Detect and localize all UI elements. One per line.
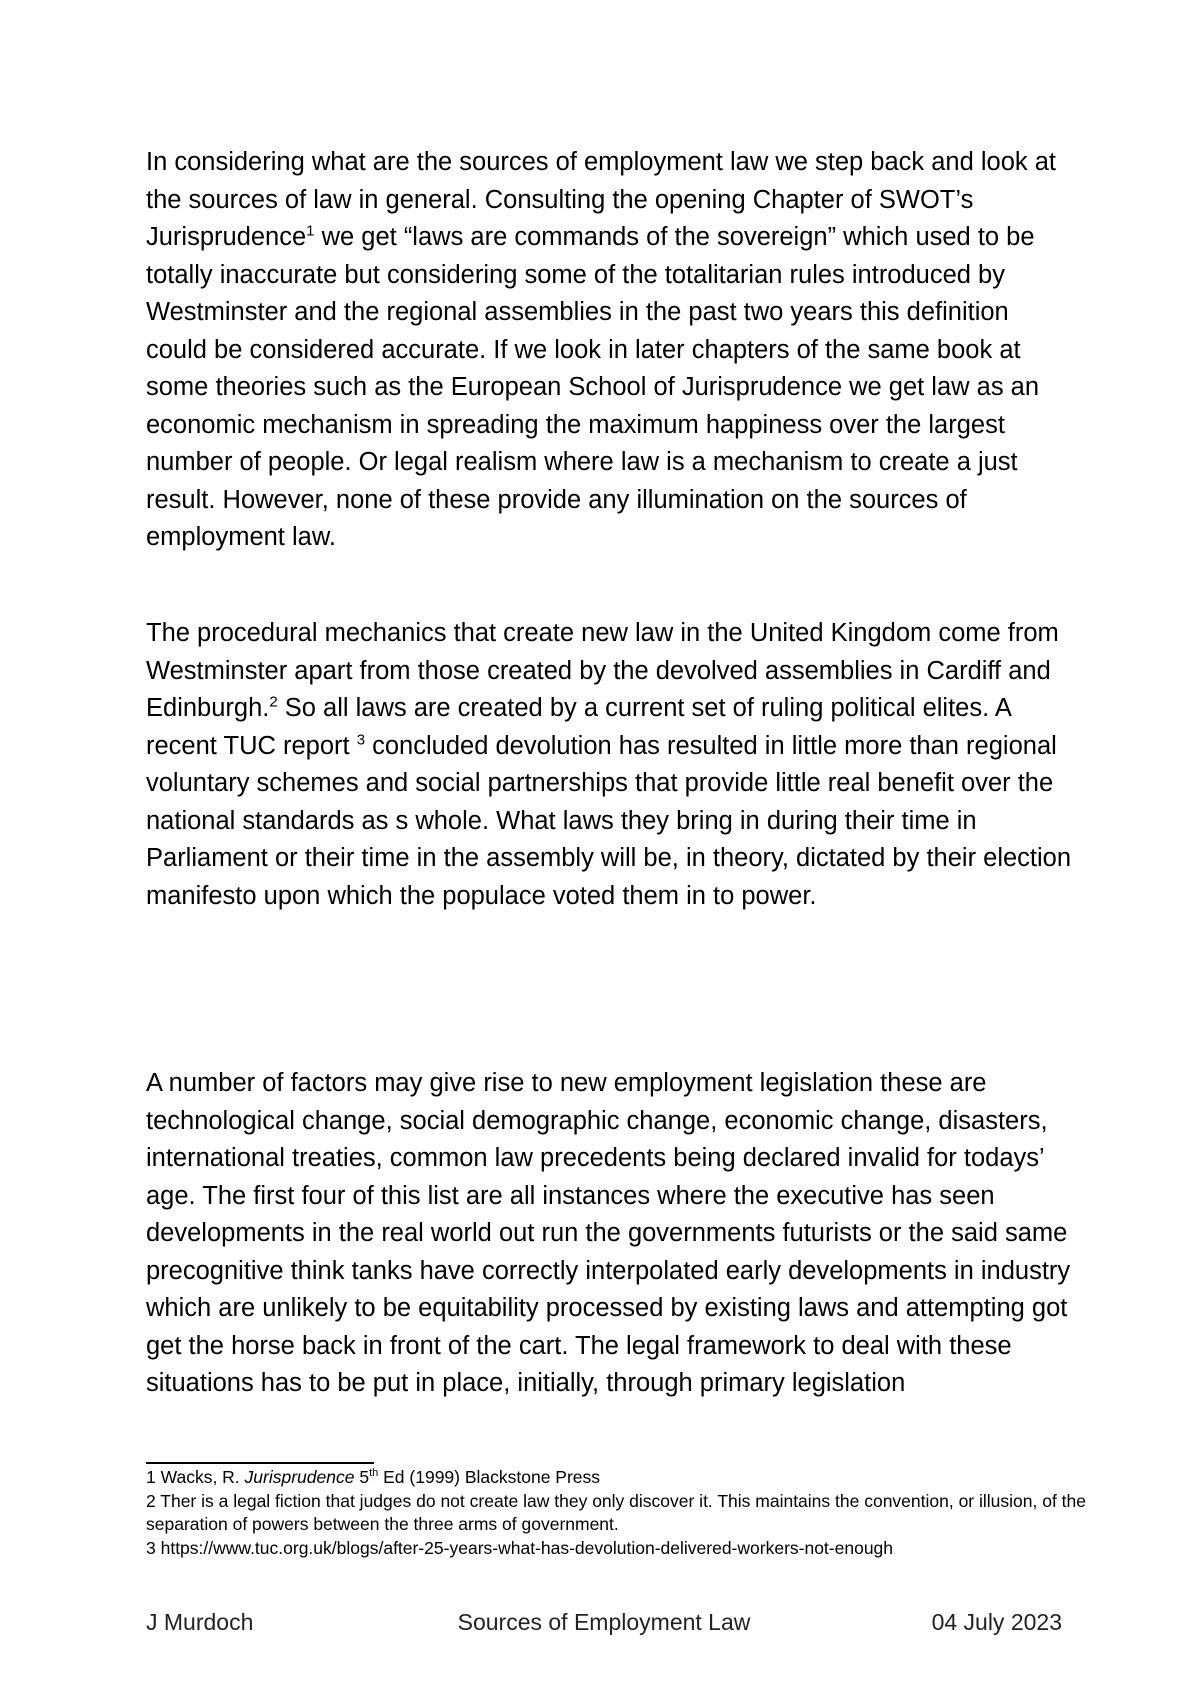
footnote-1-ordinal: th [369,1467,379,1480]
paragraph-2-text-b: So all laws are created by a current set of ruling political elites. A recent TUC report [146,694,1011,760]
footnote-1-rest: Ed (1999) Blackstone Press [378,1467,601,1487]
footer-author: J Murdoch [146,1609,254,1635]
body-paragraph-1 [146,144,1076,557]
paragraph-1-text-a: In considering what are the sources of employment law we step back and look at the sources of law in general. Consulting the opening Chapter of SWOT’s Jurisprudence [146,148,1056,251]
footnote-1 [146,1466,1106,1490]
paragraph-2-text-a: The procedural mechanics that create new law in the United Kingdom come from Westminster apart from those created by the devolved assemblies in Cardiff and Edinburgh. [146,619,1059,722]
paragraph-2-text-c: concluded devolution has resulted in little more than regional voluntary schemes and social partnerships that provide little real benefit over the national standards as s whole. What laws they bring in during their time in Parliament or their time in the assembly will be, in theory, dictated by their election manifesto upon which the populace voted them in to power. [146,731,1072,910]
paragraph-1-text-b: we get “laws are commands of the sovereign” which used to be totally inaccurate but considering some of the totalitarian rules introduced by Westminster and the regional assemblies in the past two years this definition could be considered accurate. If we look in later chapters of the same book at some theories such as the European School of Jurisprudence we get law as an economic mechanism in spreading the maximum happiness over the largest number of people. Or legal realism where law is a mechanism to create a just result. However, none of these provide any illumination on the sources of employment law. [146,223,1040,551]
body-paragraph-3: A number of factors may give rise to new employment legislation these are technological change, social demographic change, economic change, disasters, international treaties, common law precedents being declared invalid for todays’ age. The first four of this list are all instances where the executive has seen developments in the real world out run the governments futurists or the said same precognitive think tanks have correctly interpolated early developments in industry which are unlikely to be equitability processed by existing laws and attempting got get the horse back in front of the cart. The legal framework to deal with these situations has to be put in place, initially, through primary legislation [146,1069,1071,1397]
footnote-separator [146,1462,374,1464]
footnote-2: 2 Ther is a legal fiction that judges do not create law they only discover it. This maintains the convention, or illusion, of the separation of powers between the three arms of government. [146,1490,1087,1534]
footnotes [146,1466,1106,1560]
footnote-ref-3: 3 [356,731,366,748]
footnote-1-edition: 5 [354,1467,370,1487]
page-footer [146,1607,1062,1637]
footer-title: Sources of Employment Law [457,1609,751,1635]
footnote-1-book-title: Jurisprudence [244,1467,355,1487]
footnote-1-prefix: 1 Wacks, R. [146,1467,245,1487]
footer-date: 04 July 2023 [931,1609,1062,1635]
footnote-3: 3 https://www.tuc.org.uk/blogs/after-25-years-what-has-devolution-delivered-workers-not-enough [146,1537,894,1558]
body-paragraph-2 [146,615,1076,915]
footnote-ref-1: 1 [306,222,315,240]
footnote-ref-2: 2 [269,693,278,711]
